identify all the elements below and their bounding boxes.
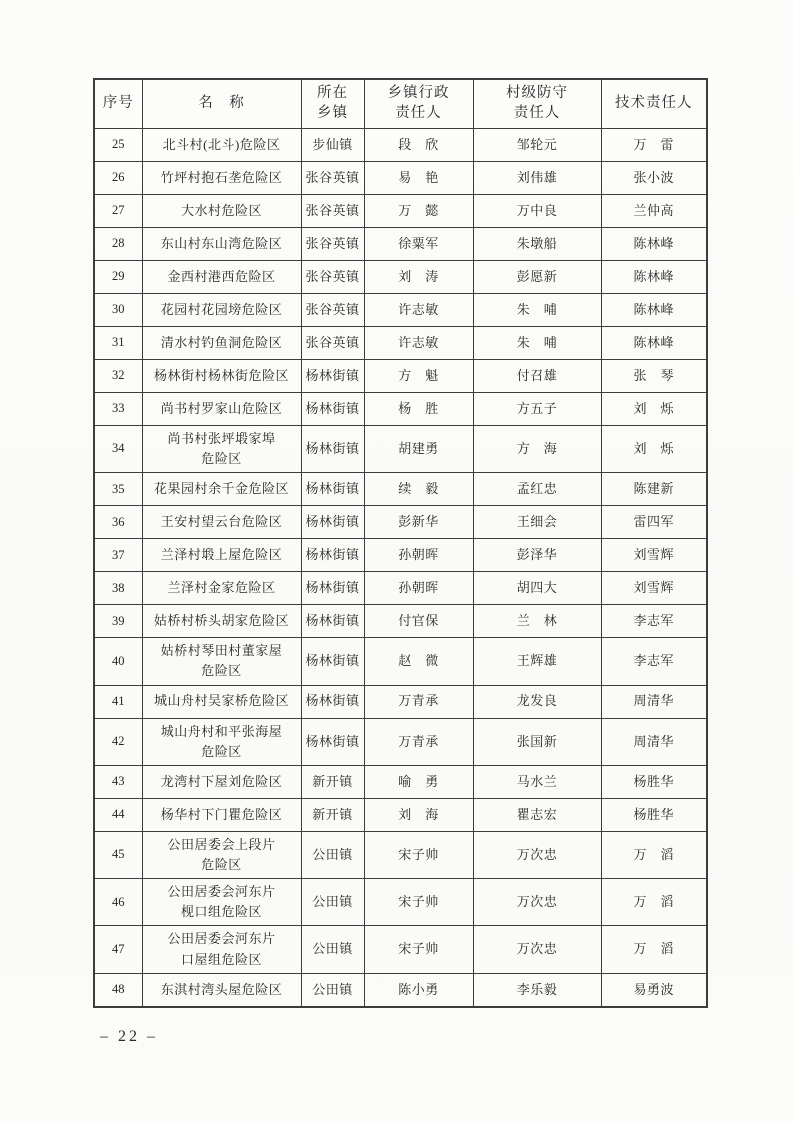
cell-town: 公田镇 [301,926,364,973]
cell-no: 44 [94,798,142,831]
cell-village: 方五子 [473,393,601,426]
cell-admin: 胡建勇 [364,426,473,473]
cell-tech: 易勇波 [601,973,707,1007]
cell-admin: 易 艳 [364,162,473,195]
cell-town: 张谷英镇 [301,195,364,228]
cell-town: 张谷英镇 [301,162,364,195]
cell-admin: 万青承 [364,685,473,718]
table-row [94,228,707,261]
cell-name [142,539,301,572]
cell-tech: 万 滔 [601,831,707,878]
cell-admin: 彭新华 [364,506,473,539]
cell-village: 朱 哺 [473,327,601,360]
name-line: 东山村东山湾危险区 [160,235,283,251]
cell-tech: 兰仲高 [601,195,707,228]
cell-town: 杨林街镇 [301,393,364,426]
cell-village: 万次忠 [473,926,601,973]
table-row [94,294,707,327]
cell-no: 43 [94,765,142,798]
cell-town: 杨林街镇 [301,360,364,393]
name-line: 清水村钓鱼洞危险区 [160,334,283,350]
cell-village: 马水兰 [473,765,601,798]
cell-no: 35 [94,473,142,506]
cell-tech: 陈林峰 [601,294,707,327]
col-header-village [473,79,601,129]
name-line: 北斗村(北斗)危险区 [162,136,281,152]
name-line: 危险区 [201,856,242,872]
name-line: 东淇村湾头屋危险区 [160,981,283,997]
cell-town: 杨林街镇 [301,685,364,718]
cell-name [142,605,301,638]
cell-name [142,638,301,685]
name-line: 口屋组危险区 [180,951,262,967]
cell-name [142,327,301,360]
cell-town: 公田镇 [301,973,364,1007]
cell-name [142,261,301,294]
cell-no: 29 [94,261,142,294]
cell-village: 付召雄 [473,360,601,393]
cell-name [142,294,301,327]
cell-tech: 雷四军 [601,506,707,539]
cell-town: 杨林街镇 [301,572,364,605]
cell-admin: 宋子帅 [364,831,473,878]
cell-tech: 杨胜华 [601,798,707,831]
table-row [94,798,707,831]
cell-name [142,926,301,973]
name-line: 姑桥村琴田村董家屋 [160,643,283,659]
cell-tech: 刘 烁 [601,426,707,473]
name-line: 危险区 [201,743,242,759]
col-header-line: 技术责任人 [615,95,693,112]
table-header-row [94,79,707,129]
table-row [94,162,707,195]
cell-admin: 徐粟军 [364,228,473,261]
col-header-line: 乡镇 [317,105,348,121]
cell-village: 孟红忠 [473,473,601,506]
table-row [94,718,707,765]
name-line: 城山舟村吴家桥危险区 [153,693,289,709]
cell-village: 彭泽华 [473,539,601,572]
cell-admin: 宋子帅 [364,926,473,973]
cell-admin: 许志敏 [364,327,473,360]
name-line: 城山舟村和平张海屋 [160,723,283,739]
cell-town: 张谷英镇 [301,294,364,327]
cell-admin: 杨 胜 [364,393,473,426]
cell-village: 万中良 [473,195,601,228]
cell-no: 31 [94,327,142,360]
cell-name [142,360,301,393]
cell-name [142,506,301,539]
page-number: – 22 – [100,1028,158,1045]
cell-name [142,162,301,195]
cell-tech: 张小波 [601,162,707,195]
table-row [94,393,707,426]
cell-no: 28 [94,228,142,261]
cell-no: 32 [94,360,142,393]
col-header-tech [601,79,707,129]
name-line: 公田居委会河东片 [167,884,276,900]
name-line: 尚书村张坪塅家埠 [167,431,276,446]
cell-name [142,473,301,506]
table-row [94,685,707,718]
cell-admin: 陈小勇 [364,973,473,1007]
cell-no: 26 [94,162,142,195]
cell-no: 25 [94,129,142,162]
table-row [94,195,707,228]
cell-no: 37 [94,539,142,572]
cell-admin: 孙朝晖 [364,572,473,605]
cell-name [142,765,301,798]
table-row [94,360,707,393]
name-line: 兰泽村塅上屋危险区 [160,547,283,563]
cell-town: 杨林街镇 [301,605,364,638]
cell-no: 39 [94,605,142,638]
cell-village: 王细会 [473,506,601,539]
table-row [94,765,707,798]
table-row [94,638,707,685]
col-header-name [142,79,301,129]
cell-tech: 刘雪辉 [601,539,707,572]
cell-admin: 赵 微 [364,638,473,685]
cell-village: 王辉雄 [473,638,601,685]
cell-no: 45 [94,831,142,878]
cell-village: 万次忠 [473,831,601,878]
cell-tech: 万 滔 [601,879,707,926]
cell-admin: 万青承 [364,718,473,765]
name-line: 姑桥村桥头胡家危险区 [153,613,289,629]
cell-tech: 陈林峰 [601,327,707,360]
table-row [94,473,707,506]
cell-admin: 许志敏 [364,294,473,327]
cell-village: 刘伟雄 [473,162,601,195]
name-line: 龙湾村下屋刘危险区 [160,773,283,789]
cell-name [142,393,301,426]
cell-no: 41 [94,685,142,718]
table-row [94,539,707,572]
cell-town: 新开镇 [301,765,364,798]
cell-village: 兰 林 [473,605,601,638]
cell-name [142,718,301,765]
cell-village: 方 海 [473,426,601,473]
cell-village: 万次忠 [473,879,601,926]
name-line: 枧口组危险区 [180,904,262,920]
cell-village: 胡四大 [473,572,601,605]
cell-name [142,798,301,831]
cell-no: 42 [94,718,142,765]
table-row [94,506,707,539]
cell-town: 张谷英镇 [301,261,364,294]
name-line: 兰泽村金家危险区 [167,580,276,596]
table-header [94,79,707,129]
cell-village: 李乐毅 [473,973,601,1007]
cell-tech: 陈建新 [601,473,707,506]
cell-town: 杨林街镇 [301,638,364,685]
cell-no: 47 [94,926,142,973]
cell-town: 步仙镇 [301,129,364,162]
col-header-line: 所在 [317,85,348,102]
cell-no: 38 [94,572,142,605]
table-row [94,129,707,162]
col-header-line: 名 称 [198,95,245,112]
name-line: 王安村望云台危险区 [160,514,283,530]
table-row [94,261,707,294]
cell-village: 龙发良 [473,685,601,718]
cell-tech: 万 滔 [601,926,707,973]
cell-admin: 刘 涛 [364,261,473,294]
cell-admin: 喻 勇 [364,765,473,798]
cell-village: 彭愿新 [473,261,601,294]
name-line: 花果园村余千金危险区 [153,481,289,497]
name-line: 危险区 [201,663,242,679]
cell-no: 36 [94,506,142,539]
cell-name [142,426,301,473]
cell-no: 30 [94,294,142,327]
cell-admin: 付官保 [364,605,473,638]
cell-tech: 万 雷 [601,129,707,162]
cell-tech: 刘雪辉 [601,572,707,605]
cell-name [142,879,301,926]
cell-tech: 刘 烁 [601,393,707,426]
col-header-admin [364,79,473,129]
cell-name [142,572,301,605]
cell-village: 张国新 [473,718,601,765]
name-line: 公田居委会河东片 [167,931,276,947]
name-line: 大水村危险区 [180,202,262,218]
cell-admin: 刘 海 [364,798,473,831]
cell-town: 杨林街镇 [301,426,364,473]
cell-tech: 周清华 [601,685,707,718]
cell-town: 公田镇 [301,879,364,926]
table-row [94,831,707,878]
name-line: 竹坪村抱石垄危险区 [160,169,283,185]
cell-town: 杨林街镇 [301,718,364,765]
cell-town: 杨林街镇 [301,506,364,539]
table-row [94,572,707,605]
cell-name [142,685,301,718]
table-row [94,426,707,473]
col-header-line: 村级防守 [506,85,568,102]
table-row [94,605,707,638]
cell-admin: 方 魁 [364,360,473,393]
name-line: 金西村港西危险区 [167,268,276,284]
cell-no: 27 [94,195,142,228]
cell-village: 朱 哺 [473,294,601,327]
danger-zone-responsibility-table [93,78,708,1008]
cell-name [142,228,301,261]
cell-no: 33 [94,393,142,426]
name-line: 公田居委会上段片 [167,836,276,852]
table-body [94,129,707,1007]
cell-name [142,973,301,1007]
table-row [94,327,707,360]
cell-tech: 张 琴 [601,360,707,393]
col-header-no [94,79,142,129]
col-header-line: 责任人 [513,105,561,121]
cell-village: 瞿志宏 [473,798,601,831]
cell-town: 杨林街镇 [301,539,364,572]
cell-tech: 陈林峰 [601,228,707,261]
cell-village: 朱墩船 [473,228,601,261]
cell-tech: 周清华 [601,718,707,765]
col-header-town [301,79,364,129]
cell-name [142,129,301,162]
cell-name [142,831,301,878]
table-row [94,973,707,1007]
cell-no: 46 [94,879,142,926]
cell-town: 公田镇 [301,831,364,878]
cell-admin: 段 欣 [364,129,473,162]
name-line: 杨华村下门瞿危险区 [160,806,283,822]
name-line: 尚书村罗家山危险区 [160,400,283,416]
col-header-line: 乡镇行政 [387,85,450,102]
col-header-line: 序号 [102,95,134,112]
cell-village: 邹轮元 [473,129,601,162]
name-line: 花园村花园塝危险区 [160,301,283,317]
cell-tech: 李志军 [601,638,707,685]
cell-town: 张谷英镇 [301,228,364,261]
cell-admin: 续 毅 [364,473,473,506]
cell-tech: 杨胜华 [601,765,707,798]
cell-town: 张谷英镇 [301,327,364,360]
table-row [94,926,707,973]
cell-no: 48 [94,973,142,1007]
cell-admin: 孙朝晖 [364,539,473,572]
cell-town: 杨林街镇 [301,473,364,506]
col-header-line: 责任人 [395,105,442,121]
cell-name [142,195,301,228]
cell-admin: 万 懿 [364,195,473,228]
cell-tech: 陈林峰 [601,261,707,294]
table-row [94,879,707,926]
cell-admin: 宋子帅 [364,879,473,926]
cell-no: 34 [94,426,142,473]
name-line: 杨林街村杨林街危险区 [153,367,289,383]
cell-no: 40 [94,638,142,685]
name-line: 危险区 [201,451,242,467]
cell-tech: 李志军 [601,605,707,638]
cell-town: 新开镇 [301,798,364,831]
